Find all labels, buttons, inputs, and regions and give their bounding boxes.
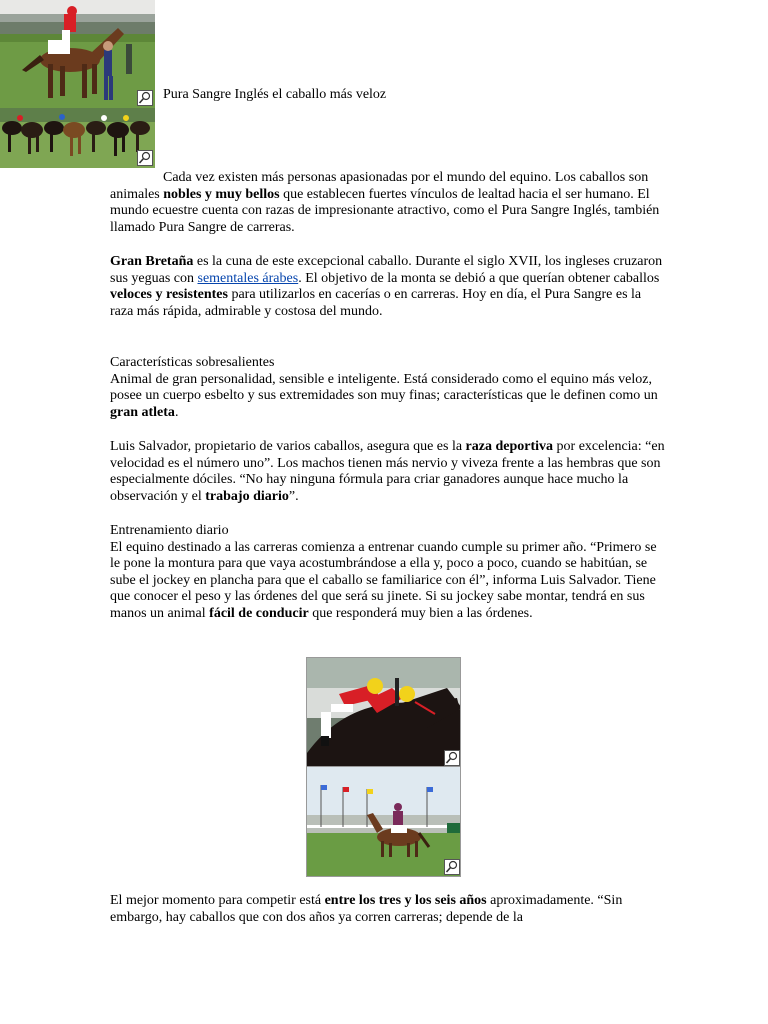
closing-paragraph	[110, 893, 665, 926]
training-paragraph	[110, 523, 665, 623]
training-text: que responderá muy bien a las órdenes.	[308, 605, 533, 621]
history-bold: veloces y resistentes	[110, 287, 228, 303]
closing-bold: entre los tres y los seis años	[324, 893, 487, 908]
training-text: El equino destinado a las carreras comienza a entrenar cuando cumple su primer año. “Primero se le pone la montura para que vaya acostumbrándose a ella y, poco a poco, cuando se habitúan, se sube el jockey en plancha para que el caballo se familiarice con él”, informa Luis Salvador. Tiene que conocer el peso y las órdenes del que será su jinete. Si su jockey sabe montar, tendrá en sus manos un animal	[110, 539, 657, 621]
owner-text: Luis Salvador, propietario de varios caballos, asegura que es la	[110, 439, 466, 454]
arabian-stallions-link[interactable]: sementales árabes	[197, 270, 299, 286]
owner-text: por excelencia: “en velocidad es el número uno”. Los machos tienen más nervio y viveza frente a las hembras que son especialmente dóciles. “No hay ninguna fórmula para criar ganadores aunque hace mucho la observación y el	[110, 439, 665, 504]
intro-text: que establecen fuertes vínculos de lealtad hacia el ser humano. El mundo ecuestre cuenta con razas de impresionante atractivo, como el Pura Sangre Inglés, también llamado Pura Sangre de carreras.	[110, 186, 660, 235]
owner-text: ”.	[288, 488, 299, 504]
history-text: para utilizarlos en cacerías o en carreras. Hoy en día, el Pura Sangre es la raza más rápida, admirable y costosa del mundo.	[110, 287, 642, 319]
history-text: . El objetivo de la monta se debió a que querían obtener caballos	[298, 270, 660, 286]
features-paragraph	[110, 355, 665, 421]
training-heading: Entrenamiento diario	[110, 523, 229, 538]
top-photo-horses-racing	[0, 108, 155, 168]
intro-text: Cada vez existen más personas apasionadas por el mundo del equino. Los caballos son animales	[110, 170, 649, 202]
zoom-icon[interactable]	[444, 750, 460, 766]
history-bold: Gran Bretaña	[110, 254, 194, 269]
features-text: .	[174, 404, 179, 420]
owner-bold: trabajo diario	[205, 488, 289, 504]
zoom-icon[interactable]	[137, 90, 153, 106]
article-title: Pura Sangre Inglés el caballo más veloz	[163, 87, 387, 102]
intro-bold: nobles y muy bellos	[163, 186, 280, 202]
zoom-icon[interactable]	[444, 859, 460, 875]
owner-bold: raza deportiva	[465, 439, 554, 454]
intro-paragraph	[110, 170, 665, 236]
training-bold: fácil de conducir	[209, 605, 309, 621]
closing-text: El mejor momento para competir está	[110, 893, 325, 908]
features-bold: gran atleta	[110, 404, 175, 420]
middle-photo-horse-track	[306, 767, 461, 877]
features-heading: Características sobresalientes	[110, 355, 275, 370]
top-photo-horse-jockey	[0, 0, 155, 108]
zoom-icon[interactable]	[137, 150, 153, 166]
middle-photo-jockey-closeup	[306, 657, 461, 767]
features-text: Animal de gran personalidad, sensible e inteligente. Está considerado como el equino más veloz, posee un cuerpo esbelto y sus extremidades son muy finas; características que le definen como un	[110, 371, 658, 404]
history-paragraph	[110, 254, 665, 320]
closing-text: aproximadamente. “Sin embargo, hay caballos que con dos años ya corren carreras; depende de la	[110, 893, 623, 925]
owner-paragraph	[110, 439, 665, 505]
history-text: es la cuna de este excepcional caballo. Durante el siglo XVII, los ingleses cruzaron sus yeguas con	[110, 254, 663, 286]
